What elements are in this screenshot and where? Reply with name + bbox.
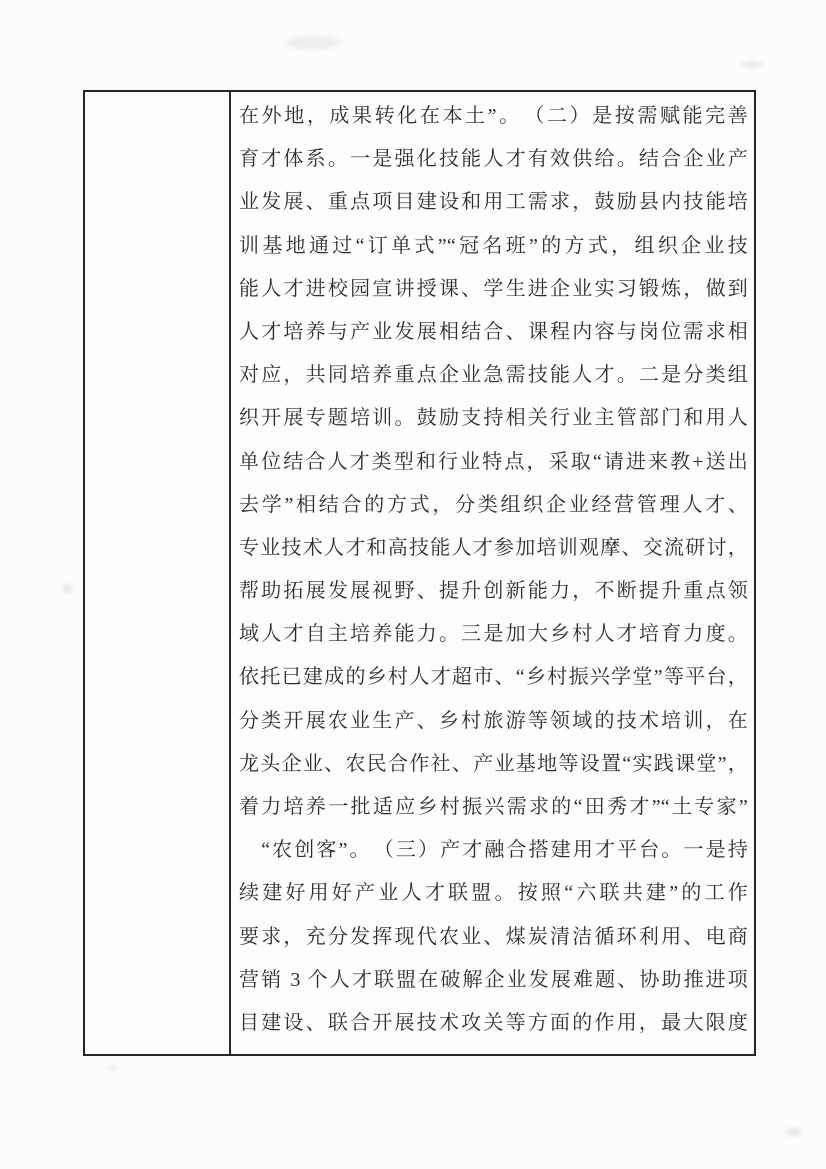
text-line: 专业技术人才和高技能人才参加培训观摩、交流研讨，	[239, 536, 748, 559]
text-line: 分类开展农业生产、乡村旅游等领域的技术培训，在	[239, 709, 748, 732]
scan-smudge	[742, 62, 762, 67]
text-line: 营销 3 个人才联盟在破解企业发展难题、协助推进项	[239, 968, 748, 991]
text-line: 能人才进校园宣讲授课、学生进企业实习锻炼，做到	[239, 277, 748, 300]
text-line: 着力培养一批适应乡村振兴需求的“田秀才”“土专家”	[239, 796, 748, 818]
text-line: 去学”相结合的方式，分类组织企业经营管理人才、	[239, 493, 748, 516]
text-line: 续建好用好产业人才联盟。按照“六联共建”的工作	[239, 882, 748, 905]
text-line: 龙头企业、农民合作社、产业基地等设置“实践课堂”，	[239, 752, 748, 775]
text-line: 在外地，成果转化在本土”。 （二）是按需赋能完善	[239, 105, 748, 127]
text-line: 织开展专题培训。鼓励支持相关行业主管部门和用人	[239, 407, 748, 430]
text-line: 单位结合人才类型和行业特点，采取“请进来教+送出	[239, 450, 748, 473]
table-left-cell	[85, 92, 231, 1054]
scan-smudge	[108, 1066, 117, 1071]
text-line: 人才培养与产业发展相结合、课程内容与岗位需求相	[239, 320, 748, 343]
document-table	[83, 90, 756, 1056]
text-line: 业发展、重点项目建设和用工需求，鼓励县内技能培	[239, 191, 748, 214]
scan-smudge	[285, 36, 341, 50]
text-line: 训基地通过“订单式”“冠名班”的方式，组织企业技	[239, 234, 748, 257]
text-line: 域人才自主培养能力。三是加大乡村人才培育力度。	[239, 623, 748, 646]
text-line: “农创客”。 （三）产才融合搭建用才平台。一是持	[239, 839, 748, 862]
text-line: 目建设、联合开展技术攻关等方面的作用，最大限度	[239, 1011, 748, 1034]
text-line: 依托已建成的乡村人才超市、“乡村振兴学堂”等平台，	[239, 666, 748, 689]
text-line: 对应，共同培养重点企业急需技能人才。二是分类组	[239, 364, 748, 387]
scan-smudge	[786, 1128, 802, 1136]
table-right-cell	[231, 92, 754, 1054]
body-text	[239, 95, 748, 1045]
text-line: 育才体系。一是强化技能人才有效供给。结合企业产	[239, 148, 748, 171]
scan-smudge	[62, 585, 73, 593]
text-line: 帮助拓展发展视野、提升创新能力，不断提升重点领	[239, 580, 748, 603]
text-line: 要求，充分发挥现代农业、煤炭清洁循环利用、电商	[239, 925, 748, 948]
